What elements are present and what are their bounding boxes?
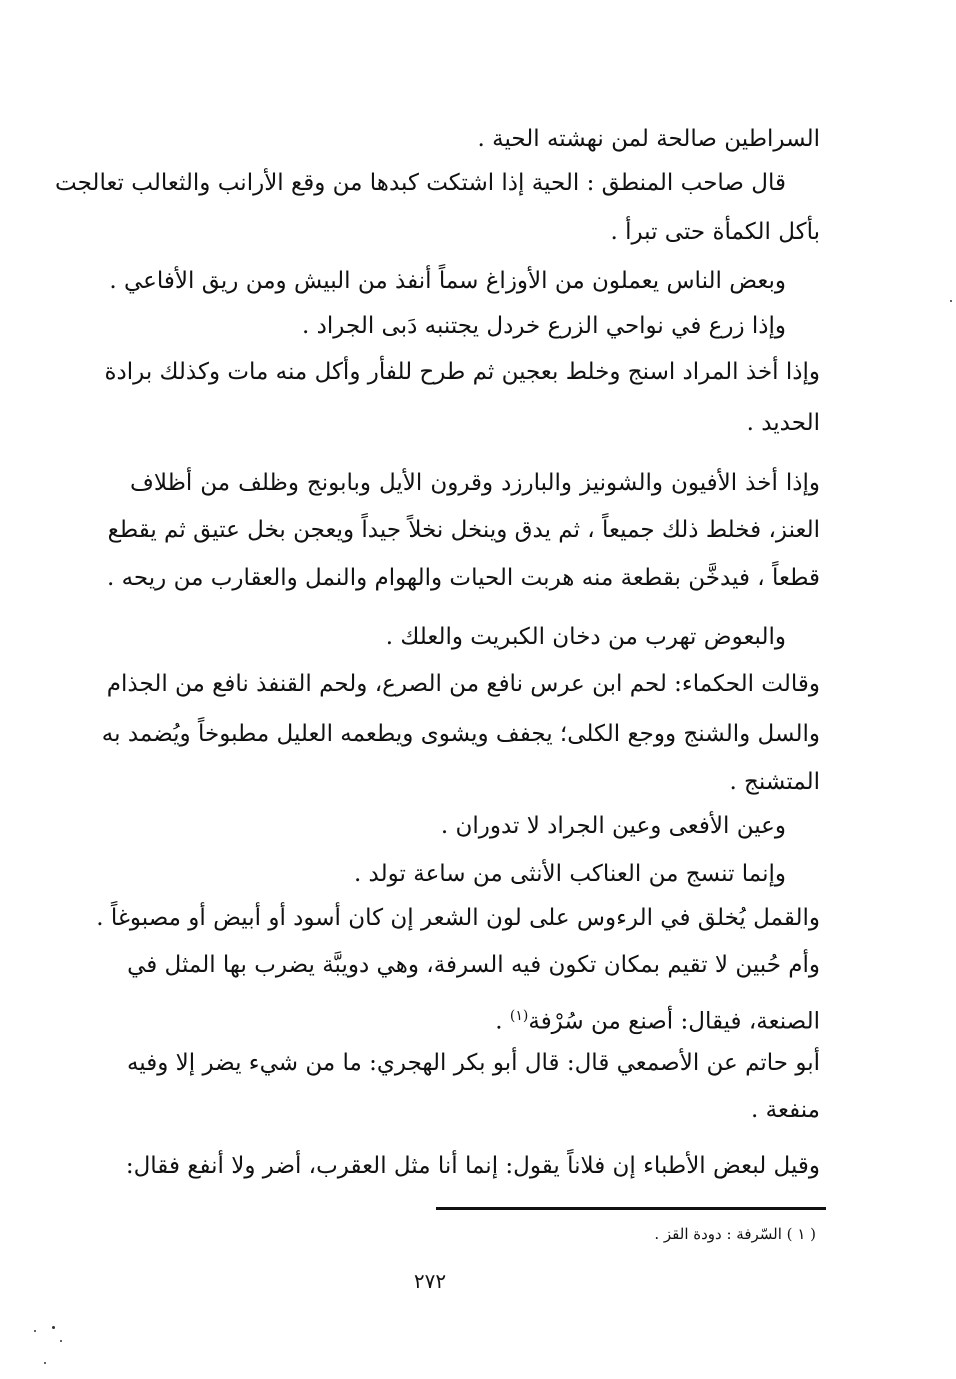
text-line-22: وقيل لبعض الأطباء إن فلاناً يقول: إنما أنا مثل العقرب، أضر ولا أنفع فقال: [125,1153,820,1179]
text-line-10: قطعاً ، فيدخَّن بقطعة منه هربت الحيات والهوام والنمل والعقارب من ريحه . [106,565,820,591]
text-line-21: منفعة . [751,1097,820,1123]
page-number: ٢٧٢ [413,1269,447,1293]
text-line-4: وبعض الناس يعملون من الأوزاغ سماً أنفذ من البيش ومن ريق الأفاعي . [109,268,786,294]
text-line-8: وإذا أخذ الأفيون والشونيز والبارزد وقرون الأيل وبابونج وظلف من أظلاف [130,470,820,496]
text-line-12: وقالت الحكماء: لحم ابن عرس نافع من الصرع، ولحم القنفذ نافع من الجذام [106,671,820,697]
text-line-20: أبو حاتم عن الأصمعي قال: قال أبو بكر الهجري: ما من شيء يضر إلا وفيه [126,1050,820,1076]
text-line-3: بأكل الكمأة حتى تبرأ . [610,219,820,245]
text-line-18: وأم حُبين لا تقيم بمكان تكون فيه السرفة، وهي دويبَّة يضرب بها المثل في [127,952,820,978]
text-line-5: وإذا زرع في نواحي الزرع خردل يجتنبه دَبى الجراد . [302,313,786,339]
footnote: ( ١ ) السّرفة : دودة القز . [654,1225,816,1243]
text-line-17: والقمل يُخلق في الرءوس على لون الشعر إن كان أسود أو أبيض أو مصبوغاً . [96,905,820,931]
text-line-16: وإنما تنسج من العناكب الأنثى من ساعة تولد . [353,861,786,887]
scan-speck [950,300,952,302]
text-line-19 [130,996,820,1042]
text-line-19-end: . [495,1008,510,1035]
footnote-divider [436,1207,826,1210]
text-line-11: والبعوض تهرب من دخان الكبريت والعلك . [385,624,786,650]
footnote-marker: (١) [509,1008,529,1024]
text-line-15: وعين الأفعى وعين الجراد لا تدوران . [440,813,786,839]
text-line-19-body: الصنعة، فيقال: أصنع من سُرْفة [528,1008,820,1035]
text-line-14: المتشنج . [729,769,820,795]
text-line-6: وإذا أخذ المراد اسنج وخلط بعجين ثم طرح للفأر وأكل منه مات وكذلك برادة [104,359,820,385]
text-line-13: والسل والشنج ووجع الكلى؛ يجفف ويشوى ويطعمه العليل مطبوخاً ويُضمد به [101,721,820,747]
text-line-2: قال صاحب المنطق : الحية إذا اشتكت كبدها من وقع الأرانب والثعالب تعالجت [55,170,786,196]
text-line-7: الحديد . [746,410,820,436]
scan-speck [60,1340,62,1342]
text-line-1: السراطين صالحة لمن نهشته الحية . [477,126,820,152]
scan-speck [34,1330,36,1332]
scan-speck [52,1326,55,1329]
scan-speck [44,1362,46,1364]
text-line-9: العنز، فخلط ذلك جميعاً ، ثم يدق وينخل نخلاً جيداً ويعجن بخل عتيق ثم يقطع [107,517,820,543]
